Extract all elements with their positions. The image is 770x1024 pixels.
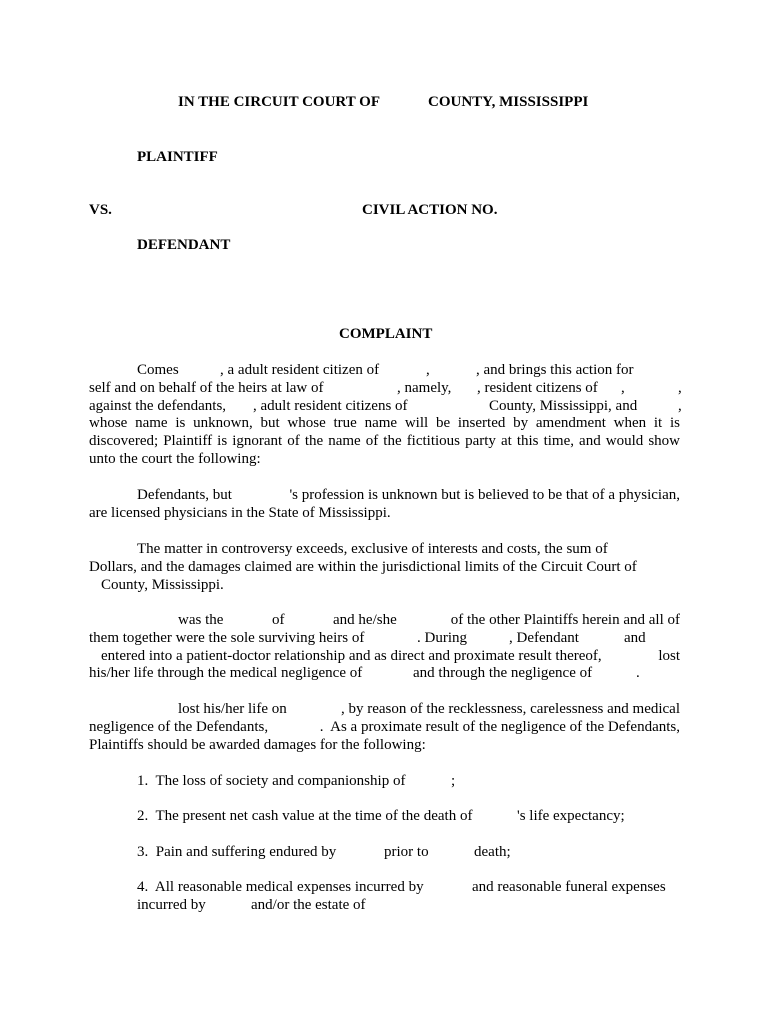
p5-text: negligence of the Defendants, (89, 719, 269, 735)
damages-item-1-end: ; (451, 773, 456, 789)
damages-item-3: 3. Pain and suffering endured by (137, 844, 337, 860)
damages-item-1: 1. The loss of society and companionship of (137, 773, 406, 789)
damages-item-3-mid: prior to (384, 844, 429, 860)
p1-text: , a adult resident citizen of (220, 362, 380, 378)
p4-text: . (636, 665, 640, 681)
p1-text: , (621, 380, 625, 396)
damages-item-4-end: and reasonable funeral expenses (472, 879, 666, 895)
p4-text: . During (417, 630, 467, 646)
p1-text: , namely, (397, 380, 452, 396)
document-title: COMPLAINT (339, 326, 433, 342)
p4-text: and he/she (333, 612, 397, 628)
p1-text: County, Mississippi, and (489, 398, 638, 414)
p1-text: Comes (137, 362, 179, 378)
p5-text: lost his/her life on (178, 701, 287, 717)
court-county: COUNTY, MISSISSIPPI (428, 94, 589, 110)
p1-text: , (426, 362, 430, 378)
p4-text: them together were the sole surviving heirs of (89, 630, 365, 646)
p1-text: discovered; Plaintiff is ignorant of the name of the fictitious party at this time, and would show (89, 433, 680, 449)
p1-text: , (678, 398, 682, 414)
p3-text: County, Mississippi. (101, 577, 224, 593)
p5-text: . As a proximate result of the negligence of the Defendants, (319, 719, 680, 735)
vs-label: VS. (89, 202, 112, 218)
damages-item-4-cont: incurred by (137, 897, 206, 913)
p1-text: whose name is unknown, but whose true name will be inserted by amendment when it is (89, 415, 680, 431)
p1-text: , and brings this action for (476, 362, 634, 378)
plaintiff-label: PLAINTIFF (137, 149, 218, 165)
p3-text: The matter in controversy exceeds, exclusive of interests and costs, the sum of (137, 541, 608, 557)
p4-text: and (624, 630, 646, 646)
p1-text: , (678, 380, 682, 396)
p5-text: , by reason of the recklessness, carelessness and medical (340, 701, 680, 717)
p4-text: his/her life through the medical negligence of (89, 665, 363, 681)
p1-text: self and on behalf of the heirs at law of (89, 380, 324, 396)
damages-item-4-cont-end: and/or the estate of (251, 897, 366, 913)
p4-text: of (272, 612, 285, 628)
p4-text: and through the negligence of (413, 665, 593, 681)
civil-action-label: CIVIL ACTION NO. (362, 202, 498, 218)
damages-item-4: 4. All reasonable medical expenses incurred by (137, 879, 424, 895)
p1-text: against the defendants, (89, 398, 227, 414)
damages-item-2: 2. The present net cash value at the time of the death of (137, 808, 473, 824)
p4-text: of the other Plaintiffs herein and all of (450, 612, 680, 628)
p2-text: Defendants, but (137, 487, 232, 503)
p1-text: , resident citizens of (477, 380, 598, 396)
p3-text: Dollars, and the damages claimed are within the jurisdictional limits of the Circuit Court of (89, 559, 637, 575)
damages-item-3-end: death; (474, 844, 511, 860)
damages-item-2-end: 's life expectancy; (517, 808, 625, 824)
court-heading: IN THE CIRCUIT COURT OF (178, 94, 381, 110)
p2-text: 's profession is unknown but is believed to be that of a physician, (289, 487, 680, 503)
p2-text: are licensed physicians in the State of Mississippi. (89, 505, 391, 521)
defendant-label: DEFENDANT (137, 237, 231, 253)
p4-text: entered into a patient-doctor relationship and as direct and proximate result thereof, (101, 648, 602, 664)
p1-text: , adult resident citizens of (253, 398, 408, 414)
p4-text: lost (658, 648, 680, 664)
p1-text: unto the court the following: (89, 451, 261, 467)
p4-text: , Defendant (509, 630, 579, 646)
p4-text: was the (178, 612, 224, 628)
p5-text: Plaintiffs should be awarded damages for the following: (89, 737, 426, 753)
